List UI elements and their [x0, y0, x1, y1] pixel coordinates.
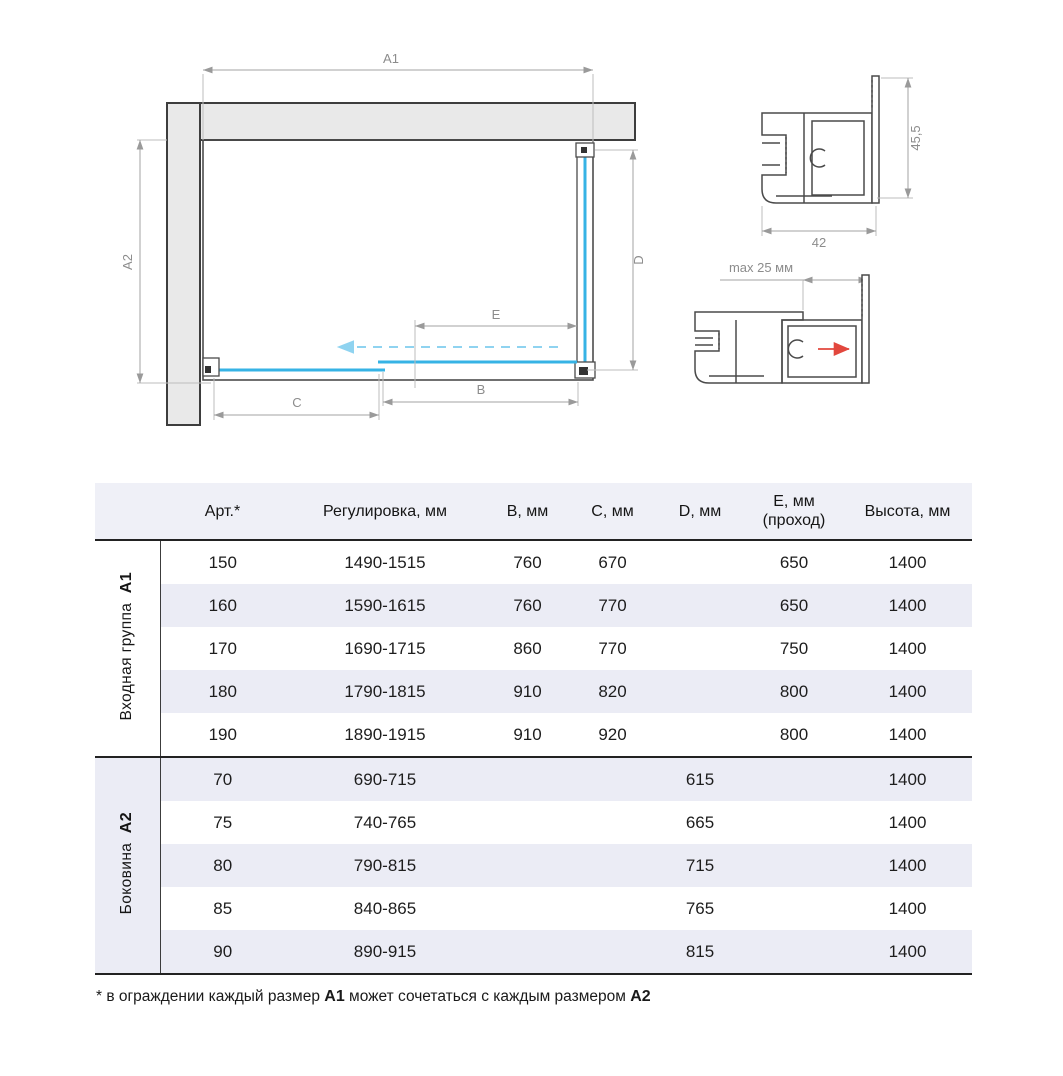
group-label-entrance-group: Входная группа A1: [95, 540, 160, 757]
table-cell: [570, 801, 655, 844]
table-cell: [655, 584, 745, 627]
dim-label-42: 42: [811, 235, 827, 250]
table-cell: 910: [485, 670, 570, 713]
footnote-text: * в ограждении каждый размер: [96, 988, 320, 1005]
table-cell: 1490-1515: [285, 540, 485, 584]
table-cell: 770: [570, 627, 655, 670]
footnote-size-a2: A2: [630, 988, 651, 1005]
table-cell: 670: [570, 540, 655, 584]
dim-label-b: B: [476, 382, 486, 397]
dim-label-a1: A1: [383, 51, 399, 66]
table-cell: 190: [160, 713, 285, 757]
wall-top: [167, 103, 635, 140]
table-cell: [485, 844, 570, 887]
plan-view-drawing: [115, 40, 675, 460]
table-cell: 815: [655, 930, 745, 974]
wall-left: [167, 103, 200, 425]
group-label-side-panel: Боковина A2: [95, 757, 160, 974]
dim-label-a2: A2: [120, 254, 135, 270]
dim-label-e: E: [491, 307, 501, 322]
table-cell: 760: [485, 584, 570, 627]
profile-flange: [872, 76, 879, 203]
table-row: [95, 844, 972, 887]
table-cell: 1400: [843, 540, 972, 584]
table-cell: 840-865: [285, 887, 485, 930]
profile-body: [762, 113, 872, 203]
table-cell: 1400: [843, 627, 972, 670]
profile-extension: [782, 320, 862, 383]
table-cell: 650: [745, 540, 843, 584]
column-header: B, мм: [485, 483, 570, 540]
table-cell: [745, 930, 843, 974]
table-cell: 170: [160, 627, 285, 670]
table-cell: 715: [655, 844, 745, 887]
table-cell: 665: [655, 801, 745, 844]
spec-table-body: [95, 540, 972, 974]
table-cell: 750: [745, 627, 843, 670]
footnote: [96, 988, 651, 1006]
table-cell: 80: [160, 844, 285, 887]
table-cell: 800: [745, 670, 843, 713]
table-cell: 1400: [843, 930, 972, 974]
table-cell: 180: [160, 670, 285, 713]
table-cell: 1890-1915: [285, 713, 485, 757]
dim-label-d: D: [631, 255, 646, 265]
table-cell: 1400: [843, 801, 972, 844]
table-cell: 1790-1815: [285, 670, 485, 713]
footnote-text: может сочетаться с каждым размером: [349, 988, 626, 1005]
table-cell: 1400: [843, 757, 972, 801]
spec-table: [95, 483, 972, 975]
column-header: E, мм (проход): [745, 483, 843, 540]
table-row: [95, 757, 972, 801]
dim-label-45-5: 45,5: [908, 125, 923, 151]
table-row: [95, 713, 972, 757]
table-cell: 1400: [843, 844, 972, 887]
corner-profile-drawing: [712, 48, 967, 253]
table-cell: 1400: [843, 887, 972, 930]
table-row: [95, 670, 972, 713]
table-cell: [570, 844, 655, 887]
table-cell: 800: [745, 713, 843, 757]
table-cell: 820: [570, 670, 655, 713]
dim-label-max25: max 25 мм: [728, 260, 794, 275]
table-cell: [655, 627, 745, 670]
column-header: Регулировка, мм: [285, 483, 485, 540]
table-cell: 860: [485, 627, 570, 670]
table-cell: 920: [570, 713, 655, 757]
spec-table-head-row: [95, 483, 972, 540]
table-row: [95, 627, 972, 670]
table-cell: 150: [160, 540, 285, 584]
table-cell: 90: [160, 930, 285, 974]
table-cell: [745, 887, 843, 930]
profile-body-wall-side: [695, 312, 803, 383]
table-cell: 650: [745, 584, 843, 627]
table-cell: 85: [160, 887, 285, 930]
table-cell: [485, 887, 570, 930]
table-corner-cell: [95, 483, 160, 540]
table-cell: [570, 757, 655, 801]
technical-drawings: [0, 0, 1063, 475]
enclosure-outline: [203, 140, 593, 380]
table-cell: [485, 930, 570, 974]
table-row: [95, 801, 972, 844]
table-cell: [485, 757, 570, 801]
table-cell: 615: [655, 757, 745, 801]
table-cell: 1400: [843, 670, 972, 713]
table-cell: 765: [655, 887, 745, 930]
table-cell: 760: [485, 540, 570, 584]
column-header: Высота, мм: [843, 483, 972, 540]
profile-flange: [862, 275, 869, 383]
table-cell: 770: [570, 584, 655, 627]
table-cell: 1400: [843, 584, 972, 627]
table-cell: [485, 801, 570, 844]
table-cell: 1690-1715: [285, 627, 485, 670]
table-row: [95, 930, 972, 974]
table-cell: [655, 713, 745, 757]
dim-label-c: C: [292, 395, 302, 410]
table-cell: 890-915: [285, 930, 485, 974]
table-row: [95, 584, 972, 627]
table-cell: [570, 930, 655, 974]
table-cell: [745, 757, 843, 801]
table-cell: 1590-1615: [285, 584, 485, 627]
table-cell: 910: [485, 713, 570, 757]
adjustment-profile-drawing: [652, 246, 962, 416]
table-cell: 740-765: [285, 801, 485, 844]
column-header: D, мм: [655, 483, 745, 540]
table-cell: [655, 670, 745, 713]
footnote-size-a1: A1: [324, 988, 345, 1005]
table-cell: 690-715: [285, 757, 485, 801]
table-cell: 160: [160, 584, 285, 627]
table-cell: 1400: [843, 713, 972, 757]
table-cell: 70: [160, 757, 285, 801]
table-row: [95, 540, 972, 584]
table-cell: [745, 801, 843, 844]
table-cell: [655, 540, 745, 584]
table-row: [95, 887, 972, 930]
table-cell: 790-815: [285, 844, 485, 887]
column-header: Арт.*: [160, 483, 285, 540]
table-cell: [570, 887, 655, 930]
table-cell: 75: [160, 801, 285, 844]
table-cell: [745, 844, 843, 887]
screw-channel: [788, 340, 803, 358]
column-header: C, мм: [570, 483, 655, 540]
